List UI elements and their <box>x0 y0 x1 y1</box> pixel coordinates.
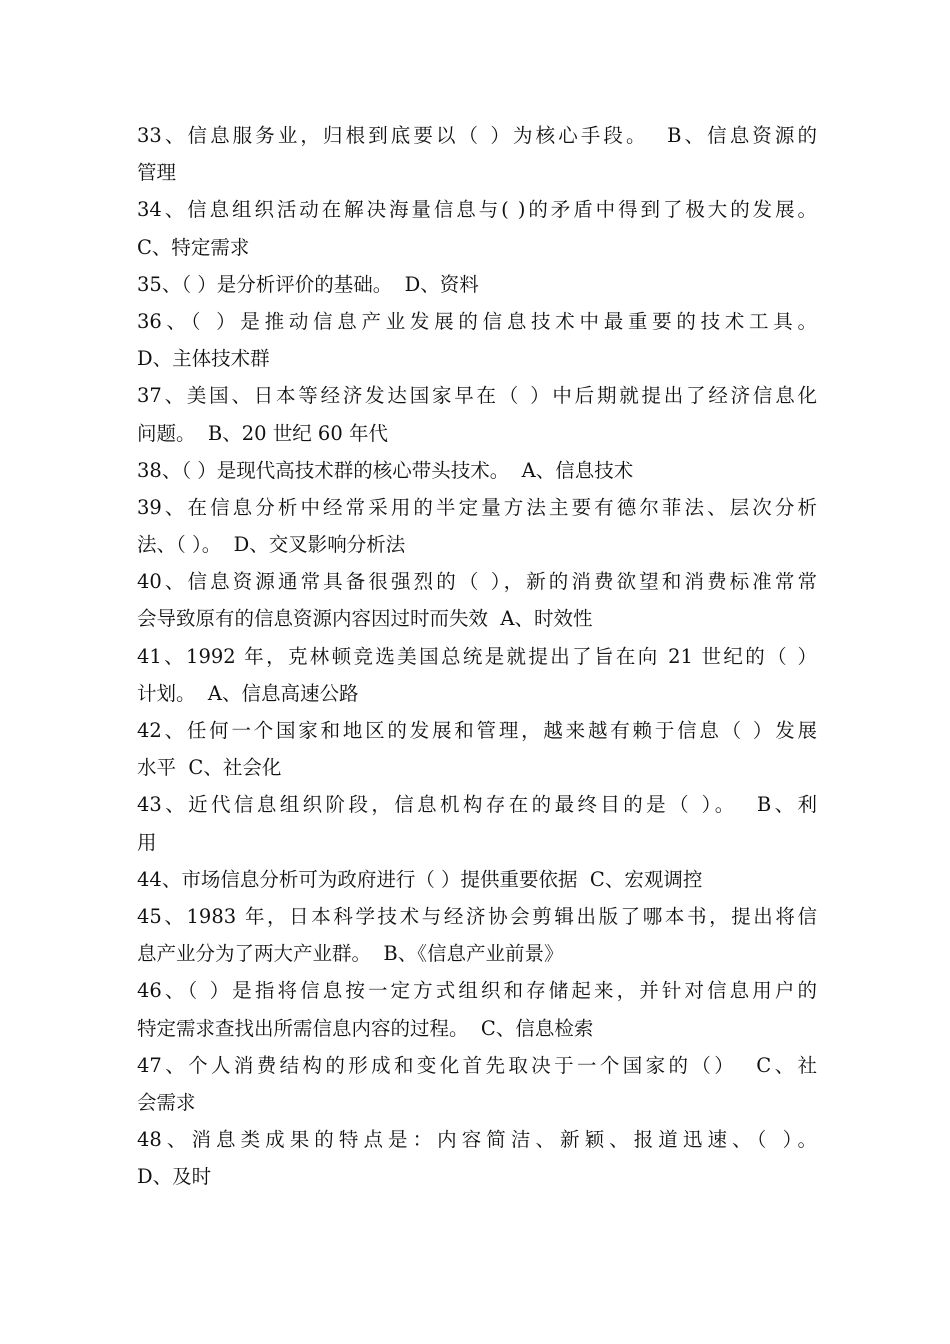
text-line: 40、信息资源通常具备很强烈的（ ），新的消费欲望和消费标准常常 <box>137 570 817 594</box>
text-line: D、及时 <box>137 1165 212 1189</box>
text-line: 33、信息服务业，归根到底要以（ ）为核心手段。 B、信息资源的 <box>137 124 817 147</box>
text-line: 42、任何一个国家和地区的发展和管理，越来越有赖于信息（ ）发展 <box>137 719 817 742</box>
text-line: D、主体技术群 <box>137 347 270 371</box>
text-line: 36、（ ）是推动信息产业发展的信息技术中最重要的技术工具。 <box>137 309 817 333</box>
text-line: 法、（ ）。 D、交叉影响分析法 <box>137 533 406 557</box>
text-line: 38、（ ）是现代高技术群的核心带头技术。 A、信息技术 <box>137 458 634 482</box>
text-line: 计划。 A、信息高速公路 <box>137 681 359 705</box>
text-line: 会需求 <box>137 1090 196 1114</box>
text-line: 47、个人消费结构的形成和变化首先取决于一个国家的（） C、社 <box>137 1053 817 1077</box>
text-line: 34、信息组织活动在解决海量信息与( )的矛盾中得到了极大的发展。 <box>137 198 817 222</box>
text-line: 45、1983 年，日本科学技术与经济协会剪辑出版了哪本书，提出将信 <box>137 904 817 928</box>
text-line: 44、市场信息分析可为政府进行（ ）提供重要依据 C、宏观调控 <box>137 867 703 891</box>
text-line: 息产业分为了两大产业群。 B、《信息产业前景》 <box>137 942 564 966</box>
text-line: 问题。 B、20 世纪 60 年代 <box>137 421 388 445</box>
text-line: 41、1992 年，克林顿竞选美国总统是就提出了旨在向 21 世纪的（ ） <box>137 644 817 668</box>
text-line: 43、近代信息组织阶段，信息机构存在的最终目的是（ ）。 B、利 <box>137 793 817 817</box>
text-line: C、特定需求 <box>137 235 250 259</box>
text-line: 37、美国、日本等经济发达国家早在（ ）中后期就提出了经济信息化 <box>137 384 817 408</box>
text-line: 35、（ ）是分析评价的基础。 D、资料 <box>137 272 479 296</box>
text-line: 水平 C、社会化 <box>137 756 282 780</box>
text-line: 46、（ ）是指将信息按一定方式组织和存储起来，并针对信息用户的 <box>137 979 817 1003</box>
text-line: 39、在信息分析中经常采用的半定量方法主要有德尔菲法、层次分析 <box>137 495 817 519</box>
question-list <box>137 117 817 1195</box>
text-line: 用 <box>137 830 157 854</box>
text-line: 48、消息类成果的特点是：内容简洁、新颖、报道迅速、（ ）。 <box>137 1128 817 1152</box>
text-line: 特定需求查找出所需信息内容的过程。 C、信息检索 <box>137 1016 594 1040</box>
text-line: 管理 <box>137 161 177 185</box>
text-line: 会导致原有的信息资源内容因过时而失效 A、时效性 <box>137 607 593 631</box>
